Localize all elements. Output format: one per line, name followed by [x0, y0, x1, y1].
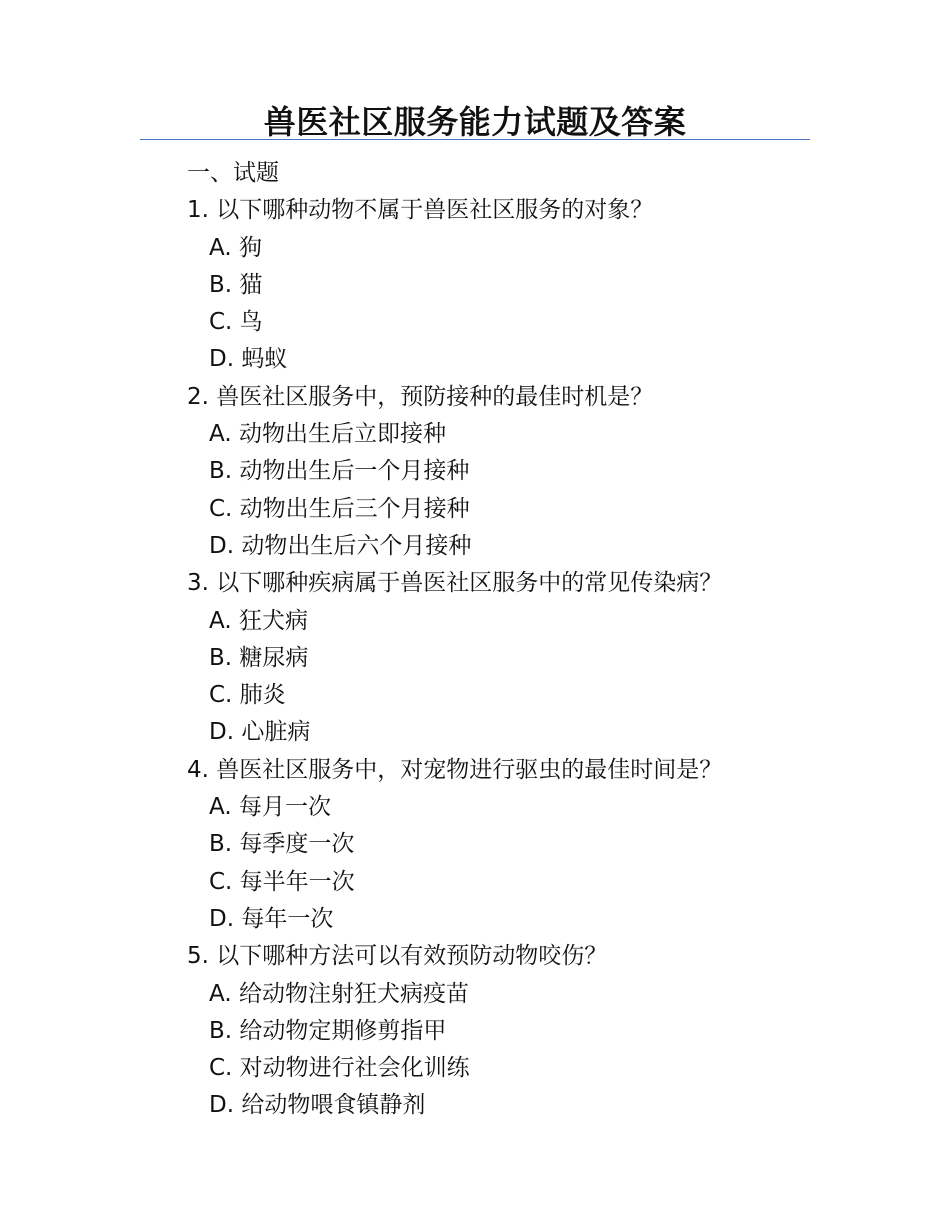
option-b: B. 给动物定期修剪指甲 [209, 1017, 447, 1044]
option-a: A. 每月一次 [209, 794, 331, 821]
option-c: C. 动物出生后三个月接种 [209, 495, 470, 522]
option-b: B. 猫 [209, 271, 263, 298]
option-a: A. 狗 [209, 234, 262, 261]
title-underline [140, 139, 810, 140]
option-b: B. 糖尿病 [209, 644, 309, 671]
option-b: B. 每季度一次 [209, 831, 355, 858]
option-c: C. 鸟 [209, 309, 263, 336]
option-c: C. 肺炎 [209, 682, 286, 709]
question-text: 3. 以下哪种疾病属于兽医社区服务中的常见传染病？ [187, 570, 723, 597]
option-d: D. 每年一次 [209, 905, 334, 932]
document-title: 兽医社区服务能力试题及答案 [263, 103, 687, 141]
question-text: 4. 兽医社区服务中，对宠物进行驱虫的最佳时间是？ [187, 756, 723, 783]
question-text: 1. 以下哪种动物不属于兽医社区服务的对象？ [187, 197, 654, 224]
question-block [187, 192, 887, 378]
option-b: B. 动物出生后一个月接种 [209, 458, 470, 485]
option-a: A. 动物出生后立即接种 [209, 421, 446, 448]
option-d: D. 蚂蚁 [209, 346, 288, 373]
question-block [187, 938, 887, 1124]
option-d: D. 心脏病 [209, 719, 311, 746]
option-c: C. 对动物进行社会化训练 [209, 1055, 470, 1082]
section-heading: 一、试题 [187, 160, 279, 186]
question-block [187, 752, 887, 938]
question-block [187, 379, 887, 565]
option-d: D. 动物出生后六个月接种 [209, 532, 472, 559]
option-a: A. 狂犬病 [209, 607, 308, 634]
option-a: A. 给动物注射狂犬病疫苗 [209, 980, 469, 1007]
option-d: D. 给动物喂食镇静剂 [209, 1092, 426, 1119]
question-text: 5. 以下哪种方法可以有效预防动物咬伤？ [187, 943, 608, 970]
option-c: C. 每半年一次 [209, 868, 355, 895]
question-text: 2. 兽医社区服务中，预防接种的最佳时机是？ [187, 383, 654, 410]
document-body [187, 155, 887, 1125]
question-block [187, 565, 887, 751]
